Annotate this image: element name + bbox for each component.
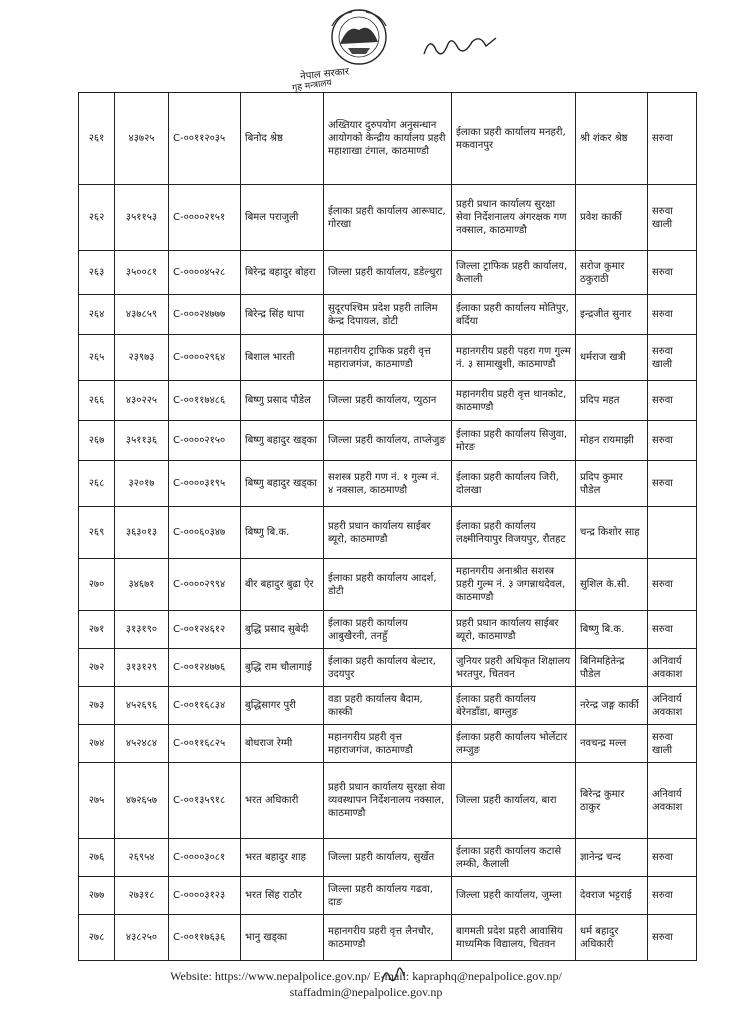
id-cell: ३१३१२९ <box>115 649 169 687</box>
name-cell: बिमल पराजुली <box>241 185 324 251</box>
table-row <box>79 185 697 251</box>
from-office-cell: अख्तियार दुरुपयोग अनुसन्धान आयोगको केन्द्रीय कार्यालय प्रहरी महाशाखा टंगाल, काठमाण्डौ <box>324 93 452 185</box>
replacement-cell: धर्म बहादुर अधिकारी <box>576 915 648 961</box>
name-cell: बिशाल भारती <box>241 335 324 381</box>
remark-cell: सरुवा <box>648 461 697 507</box>
table-row <box>79 725 697 763</box>
table-row <box>79 877 697 915</box>
remark-cell: सरुवा <box>648 839 697 877</box>
replacement-cell: प्रवेश कार्की <box>576 185 648 251</box>
code-cell: C-००००२१५१ <box>169 185 241 251</box>
name-cell: बुद्धि प्रसाद सुबेदी <box>241 611 324 649</box>
to-office-cell: जिल्ला प्रहरी कार्यालय, जुम्ला <box>452 877 576 915</box>
remark-cell: सरुवा खाली <box>648 185 697 251</box>
serial-cell: २६९ <box>79 507 115 559</box>
name-cell: भरत अधिकारी <box>241 763 324 839</box>
name-cell: बिष्णु बहादुर खड्का <box>241 461 324 507</box>
to-office-cell: ईलाका प्रहरी कार्यालय सिजुवा, मोरङ <box>452 421 576 461</box>
table-row <box>79 687 697 725</box>
id-cell: २७३१८ <box>115 877 169 915</box>
name-cell: बिष्णु बि.क. <box>241 507 324 559</box>
remark-cell: अनिवार्य अवकाश <box>648 649 697 687</box>
remark-cell: सरुवा <box>648 251 697 295</box>
footer-email-line: staffadmin@nepalpolice.gov.np <box>289 985 443 999</box>
id-cell: २३९७३ <box>115 335 169 381</box>
id-cell: २६९५४ <box>115 839 169 877</box>
from-office-cell: जिल्ला प्रहरी कार्यालय, डडेल्धुरा <box>324 251 452 295</box>
id-cell: ४५२६९६ <box>115 687 169 725</box>
remark-cell: सरुवा खाली <box>648 725 697 763</box>
from-office-cell: सशस्त्र प्रहरी गण नं. १ गुल्म नं. ४ नक्साल, काठमाण्डौ <box>324 461 452 507</box>
name-cell: बोधराज रेग्मी <box>241 725 324 763</box>
serial-cell: २७८ <box>79 915 115 961</box>
table-row <box>79 335 697 381</box>
replacement-cell: प्रदिप महत <box>576 381 648 421</box>
name-cell: बिरेन्द्र बहादुर बोहरा <box>241 251 324 295</box>
code-cell: C-००१२४६१२ <box>169 611 241 649</box>
from-office-cell: ईलाका प्रहरी कार्यालय आदर्श, डोटी <box>324 559 452 611</box>
id-cell: ३५११५३ <box>115 185 169 251</box>
name-cell: भरत सिंह राठौर <box>241 877 324 915</box>
serial-cell: २७३ <box>79 687 115 725</box>
to-office-cell: ईलाका प्रहरी कार्यालय मनहरी, मकवानपुर <box>452 93 576 185</box>
name-cell: बुद्धिसागर पुरी <box>241 687 324 725</box>
to-office-cell: महानगरीय अनाश्रीत सशस्त्र प्रहरी गुल्म नं. ३ जगन्नाथदेवल, काठमाण्डौ <box>452 559 576 611</box>
code-cell: C-००११६८२५ <box>169 725 241 763</box>
code-cell: C-००१२४७७६ <box>169 649 241 687</box>
table-row <box>79 763 697 839</box>
records-table-body <box>79 93 697 961</box>
from-office-cell: महानगरीय प्रहरी वृत्त लैनचौर, काठमाण्डौ <box>324 915 452 961</box>
id-cell: ३१३१९० <box>115 611 169 649</box>
serial-cell: २७० <box>79 559 115 611</box>
remark-cell: सरुवा <box>648 559 697 611</box>
remark-cell: सरुवा <box>648 381 697 421</box>
name-cell: बीर बहादुर बुढा ऐर <box>241 559 324 611</box>
id-cell: ४७२६५७ <box>115 763 169 839</box>
replacement-cell: धर्मराज खत्री <box>576 335 648 381</box>
from-office-cell: महानगरीय ट्राफिक प्रहरी वृत्त महाराजगंज, काठमाण्डौ <box>324 335 452 381</box>
replacement-cell: इन्द्रजीत सुनार <box>576 295 648 335</box>
from-office-cell: जिल्ला प्रहरी कार्यालय, ताप्लेजुङ <box>324 421 452 461</box>
replacement-cell: सरोज कुमार ठकुराठी <box>576 251 648 295</box>
table-row <box>79 649 697 687</box>
remark-cell: सरुवा खाली <box>648 335 697 381</box>
replacement-cell: प्रदिप कुमार पौडेल <box>576 461 648 507</box>
replacement-cell: मोहन रायमाझी <box>576 421 648 461</box>
id-cell: ४३७२५ <box>115 93 169 185</box>
serial-cell: २७७ <box>79 877 115 915</box>
replacement-cell: बिरेन्द्र कुमार ठाकुर <box>576 763 648 839</box>
table-row <box>79 251 697 295</box>
from-office-cell: जिल्ला प्रहरी कार्यालय, प्युठान <box>324 381 452 421</box>
code-cell: C-००००४५२८ <box>169 251 241 295</box>
code-cell: C-००००३१२३ <box>169 877 241 915</box>
code-cell: C-०००२४७७७ <box>169 295 241 335</box>
code-cell: C-००००३१९५ <box>169 461 241 507</box>
to-office-cell: जिल्ला ट्राफिक प्रहरी कार्यालय, कैलाली <box>452 251 576 295</box>
government-seal-emblem-icon <box>318 4 400 70</box>
code-cell: C-०००६०३४७ <box>169 507 241 559</box>
serial-cell: २७५ <box>79 763 115 839</box>
name-cell: बुद्धि राम चौलागाई <box>241 649 324 687</box>
serial-cell: २६२ <box>79 185 115 251</box>
table-row <box>79 295 697 335</box>
remark-cell: अनिवार्य अवकाश <box>648 763 697 839</box>
id-cell: ३६३०१३ <box>115 507 169 559</box>
id-cell: ४३८२५० <box>115 915 169 961</box>
to-office-cell: प्रहरी प्रधान कार्यालय सुरक्षा सेवा निर्देशनालय अंगरक्षक गण नक्साल, काठमाण्डौ <box>452 185 576 251</box>
replacement-cell: सुशिल के.सी. <box>576 559 648 611</box>
replacement-cell: देवराज भट्टराई <box>576 877 648 915</box>
code-cell: C-००००२१५० <box>169 421 241 461</box>
to-office-cell: प्रहरी प्रधान कार्यालय साईबर ब्यूरो, काठमाण्डौ <box>452 611 576 649</box>
document-header <box>0 0 732 92</box>
signature-mark <box>420 30 500 60</box>
serial-cell: २६३ <box>79 251 115 295</box>
footer <box>0 968 732 1000</box>
from-office-cell: सुदूरपश्चिम प्रदेश प्रहरी तालिम केन्द्र दिपायल, डोटी <box>324 295 452 335</box>
seal-text-government: नेपाल सरकार <box>299 66 350 83</box>
from-office-cell: जिल्ला प्रहरी कार्यालय गढवा, दाङ <box>324 877 452 915</box>
table-row <box>79 461 697 507</box>
replacement-cell: नरेन्द्र जङ्ग कार्की <box>576 687 648 725</box>
name-cell: भानु खड्का <box>241 915 324 961</box>
table-row <box>79 421 697 461</box>
table-row <box>79 839 697 877</box>
name-cell: भरत बहादुर शाह <box>241 839 324 877</box>
remark-cell: सरुवा <box>648 295 697 335</box>
seal-text-ministry: गृह मन्त्रालय <box>291 78 333 94</box>
serial-cell: २७६ <box>79 839 115 877</box>
replacement-cell: बिष्णु बि.क. <box>576 611 648 649</box>
to-office-cell: जुनियर प्रहरी अधिकृत शिक्षालय भरतपुर, चितवन <box>452 649 576 687</box>
to-office-cell: जिल्ला प्रहरी कार्यालय, बारा <box>452 763 576 839</box>
from-office-cell: ईलाका प्रहरी कार्यालय बेल्टार, उदयपुर <box>324 649 452 687</box>
remark-cell: सरुवा <box>648 421 697 461</box>
footer-website-line: Website: https://www.nepalpolice.gov.np/ E-mail: kapraphq@nepalpolice.gov.np/ <box>170 969 562 983</box>
remark-cell: सरुवा <box>648 93 697 185</box>
code-cell: C-००११७६३६ <box>169 915 241 961</box>
code-cell: C-००११२०३५ <box>169 93 241 185</box>
serial-cell: २७४ <box>79 725 115 763</box>
to-office-cell: बागमती प्रदेश प्रहरी आवासिय माध्यमिक विद्यालय, चितवन <box>452 915 576 961</box>
name-cell: बिनोद श्रेष्ठ <box>241 93 324 185</box>
from-office-cell: प्रहरी प्रधान कार्यालय साईबर ब्यूरो, काठमाण्डौ <box>324 507 452 559</box>
code-cell: C-००१३५९१८ <box>169 763 241 839</box>
from-office-cell: ईलाका प्रहरी कार्यालय आबुखैरनी, तनहुँ <box>324 611 452 649</box>
serial-cell: २६७ <box>79 421 115 461</box>
id-cell: ३४६७१ <box>115 559 169 611</box>
code-cell: C-००००२९९४ <box>169 559 241 611</box>
records-table <box>78 92 697 961</box>
footer-signature-mark <box>378 962 408 988</box>
to-office-cell: ईलाका प्रहरी कार्यालय कटासे लम्की, कैलाली <box>452 839 576 877</box>
serial-cell: २७१ <box>79 611 115 649</box>
replacement-cell: चन्द्र किशोर साह <box>576 507 648 559</box>
to-office-cell: ईलाका प्रहरी कार्यालय बेरेनडाँडा, बाग्लुङ <box>452 687 576 725</box>
name-cell: बिष्णु प्रसाद पौडेल <box>241 381 324 421</box>
serial-cell: २६५ <box>79 335 115 381</box>
id-cell: ३२०१७ <box>115 461 169 507</box>
from-office-cell: महानगरीय प्रहरी वृत्त महाराजगंज, काठमाण्डौ <box>324 725 452 763</box>
from-office-cell: ईलाका प्रहरी कार्यालय आरूघाट, गोरखा <box>324 185 452 251</box>
code-cell: C-००११६८३४ <box>169 687 241 725</box>
replacement-cell: नवचन्द्र मल्ल <box>576 725 648 763</box>
serial-cell: २७२ <box>79 649 115 687</box>
table-row <box>79 559 697 611</box>
table-row <box>79 915 697 961</box>
id-cell: ४३७८५९ <box>115 295 169 335</box>
serial-cell: २६८ <box>79 461 115 507</box>
remark-cell <box>648 507 697 559</box>
to-office-cell: महानगरीय प्रहरी पहरा गण गुल्म नं. ३ सामाखुशी, काठमाण्डौ <box>452 335 576 381</box>
id-cell: ४५२४८४ <box>115 725 169 763</box>
from-office-cell: प्रहरी प्रधान कार्यालय सुरक्षा सेवा व्यवस्थापन निर्देशनालय नक्साल, काठमाण्डौ <box>324 763 452 839</box>
code-cell: C-००००२९६४ <box>169 335 241 381</box>
from-office-cell: वडा प्रहरी कार्यालय बैदाम, कास्की <box>324 687 452 725</box>
remark-cell: सरुवा <box>648 611 697 649</box>
table-row <box>79 507 697 559</box>
id-cell: ३५११३६ <box>115 421 169 461</box>
table-row <box>79 381 697 421</box>
to-office-cell: ईलाका प्रहरी कार्यालय भोर्लेटार लम्जुङ <box>452 725 576 763</box>
name-cell: बिरेन्द्र सिंह थापा <box>241 295 324 335</box>
code-cell: C-००११७४८६ <box>169 381 241 421</box>
to-office-cell: ईलाका प्रहरी कार्यालय मोतिपुर, बर्दिया <box>452 295 576 335</box>
name-cell: बिष्णु बहादुर खड्का <box>241 421 324 461</box>
table-row <box>79 611 697 649</box>
remark-cell: सरुवा <box>648 915 697 961</box>
remark-cell: अनिवार्य अवकाश <box>648 687 697 725</box>
replacement-cell: ज्ञानेन्द्र चन्द <box>576 839 648 877</box>
replacement-cell: श्री शंकर श्रेष्ठ <box>576 93 648 185</box>
to-office-cell: ईलाका प्रहरी कार्यालय जिरी, दोलखा <box>452 461 576 507</box>
id-cell: ४३०२२५ <box>115 381 169 421</box>
serial-cell: २६१ <box>79 93 115 185</box>
table-row <box>79 93 697 185</box>
remark-cell: सरुवा <box>648 877 697 915</box>
from-office-cell: जिल्ला प्रहरी कार्यालय, सुर्खेत <box>324 839 452 877</box>
replacement-cell: बिनिमहितेन्द्र पौडेल <box>576 649 648 687</box>
to-office-cell: ईलाका प्रहरी कार्यालय लक्ष्मीनियापुर विजयपुर, रौतहट <box>452 507 576 559</box>
serial-cell: २६४ <box>79 295 115 335</box>
to-office-cell: महानगरीय प्रहरी वृत्त थानकोट, काठमाण्डौ <box>452 381 576 421</box>
id-cell: ३५००८१ <box>115 251 169 295</box>
code-cell: C-००००३०८१ <box>169 839 241 877</box>
serial-cell: २६६ <box>79 381 115 421</box>
